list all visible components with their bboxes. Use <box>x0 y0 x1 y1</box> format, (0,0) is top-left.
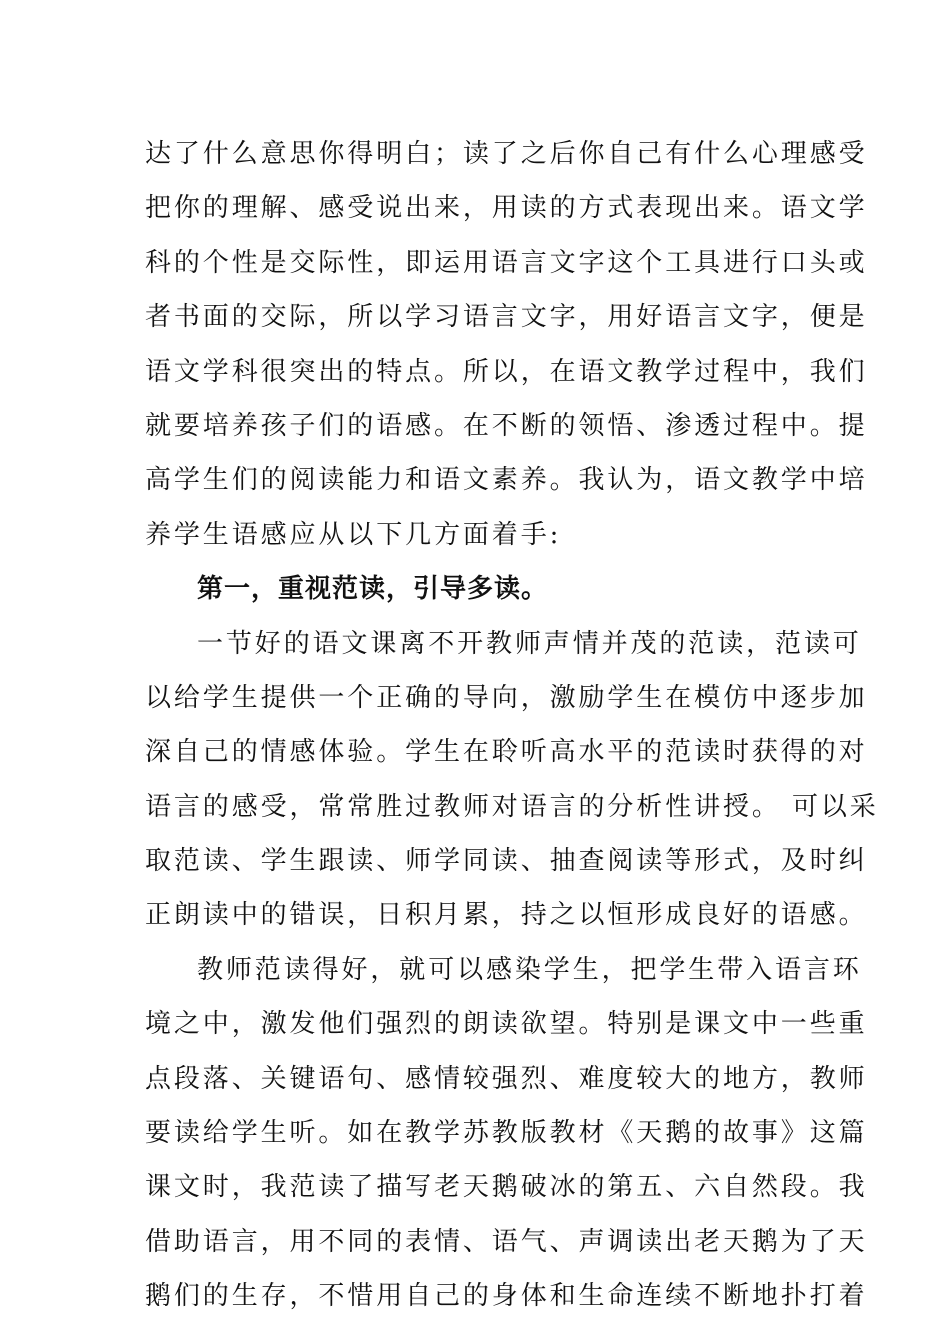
text-line: 科的个性是交际性，即运用语言文字这个工具进行口头或 <box>145 247 868 278</box>
text-line: 取范读、学生跟读、师学同读、抽查阅读等形式，及时纠 <box>145 846 868 877</box>
paragraph-first-line: 教师范读得好，就可以感染学生，把学生带入语言环 <box>197 954 862 985</box>
text-line: 语言的感受，常常胜过教师对语言的分析性讲授。 可以采 <box>145 791 879 822</box>
text-line: 要读给学生听。如在教学苏教版教材《天鹅的故事》这篇 <box>145 1118 868 1149</box>
text-line: 养学生语感应从以下几方面着手: <box>145 519 562 550</box>
text-line: 借助语言，用不同的表情、语气、声调读出老天鹅为了天 <box>145 1226 868 1257</box>
text-line: 深自己的情感体验。学生在聆听高水平的范读时获得的对 <box>145 737 868 768</box>
text-line: 境之中，激发他们强烈的朗读欲望。特别是课文中一些重 <box>145 1009 868 1040</box>
body-text <box>145 127 879 1324</box>
text-line: 达了什么意思你得明白；读了之后你自己有什么心理感受 <box>145 139 868 169</box>
section-heading: 第一，重视范读，引导多读。 <box>197 574 549 605</box>
text-line: 把你的理解、感受说出来，用读的方式表现出来。语文学 <box>145 193 868 224</box>
text-line: 就要培养孩子们的语感。在不断的领悟、渗透过程中。提 <box>145 410 868 441</box>
text-line: 语文学科很突出的特点。所以，在语文教学过程中，我们 <box>145 356 868 387</box>
text-line: 点段落、关键语句、感情较强烈、难度较大的地方，教师 <box>145 1063 868 1094</box>
text-line: 者书面的交际，所以学习语言文字，用好语言文字，便是 <box>145 302 868 333</box>
text-line: 高学生们的阅读能力和语文素养。我认为，语文教学中培 <box>145 465 868 496</box>
text-line: 鹅们的生存，不惜用自己的身体和生命连续不断地扑打着 <box>145 1281 868 1312</box>
paragraph-first-line: 一节好的语文课离不开教师声情并茂的范读，范读可 <box>197 628 862 659</box>
text-line: 正朗读中的错误，日积月累，持之以恒形成良好的语感。 <box>145 900 868 931</box>
text-line: 以给学生提供一个正确的导向，激励学生在模仿中逐步加 <box>145 682 868 713</box>
text-line: 课文时，我范读了描写老天鹅破冰的第五、六自然段。我 <box>145 1172 868 1203</box>
